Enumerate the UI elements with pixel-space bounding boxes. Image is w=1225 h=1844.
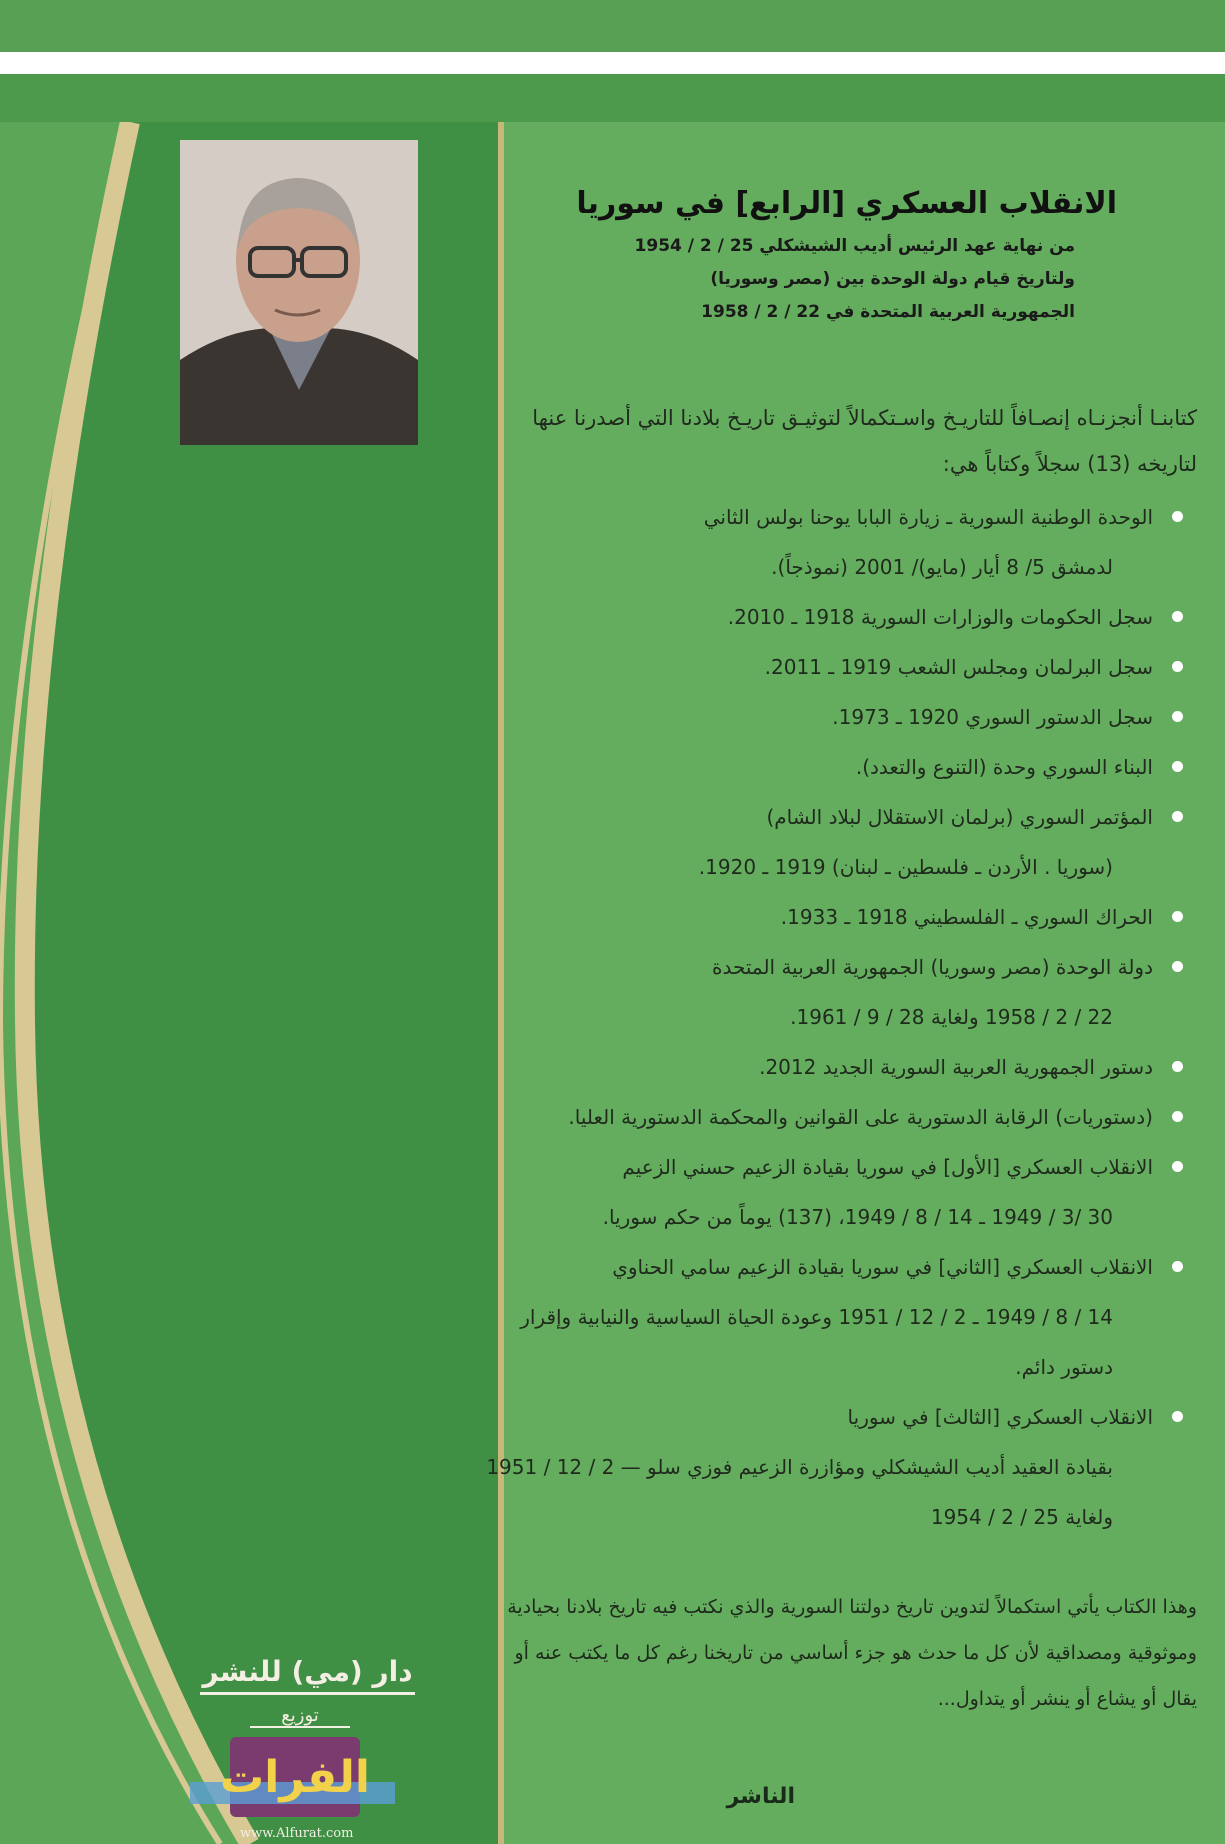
top-band	[0, 0, 1225, 52]
bullet-icon	[1172, 761, 1183, 772]
author-portrait-image	[180, 140, 418, 445]
logo-text: الفرات	[220, 1752, 370, 1803]
bullet-icon	[1172, 611, 1183, 622]
list-item: البناء السوري وحدة (التنوع والتعدد).	[463, 742, 1183, 792]
subtitle-line-1: من نهاية عهد الرئيس أديب الشيشكلي 25 / 2 / 1954	[634, 236, 1075, 256]
distribution-label: توزيع	[250, 1705, 350, 1728]
list-item: الانقلاب العسكري [الثاني] في سوريا بقيادة الزعيم سامي الحناوي 14 / 8 / 1949 ـ 2 / 12 / 1951 وعودة الحياة السياسية والنيابية وإقرار دستور دائم.	[463, 1242, 1183, 1392]
bullet-icon	[1172, 661, 1183, 672]
list-item: الانقلاب العسكري [الأول] في سوريا بقيادة الزعيم حسني الزعيم 30 /3 / 1949 ـ 14 / 8 / 1949، (137) يوماً من حكم سوريا.	[463, 1142, 1183, 1242]
list-item: المؤتمر السوري (برلمان الاستقلال لبلاد الشام) (سوريا . الأردن ـ فلسطين ـ لبنان) 1919 ـ 1920.	[463, 792, 1183, 892]
bullet-icon	[1172, 711, 1183, 722]
bullet-icon	[1172, 1161, 1183, 1172]
bullet-icon	[1172, 1111, 1183, 1122]
book-title: الانقلاب العسكري [الرابع] في سوريا	[576, 186, 1117, 221]
bullet-icon	[1172, 911, 1183, 922]
website-url[interactable]: www.Alfurat.com	[240, 1826, 354, 1841]
publishing-house-name: دار (مي) للنشر	[200, 1655, 415, 1695]
list-item: الحراك السوري ـ الفلسطيني 1918 ـ 1933.	[463, 892, 1183, 942]
subtitle-line-3: الجمهورية العربية المتحدة في 22 / 2 / 1958	[701, 302, 1075, 322]
list-item: سجل البرلمان ومجلس الشعب 1919 ـ 2011.	[463, 642, 1183, 692]
list-item: (دستوريات) الرقابة الدستورية على القوانين والمحكمة الدستورية العليا.	[463, 1092, 1183, 1142]
bullet-icon	[1172, 961, 1183, 972]
bullet-icon	[1172, 1261, 1183, 1272]
white-strip	[0, 52, 1225, 74]
closing-paragraph: وهذا الكتاب يأتي استكمالاً لتدوين تاريخ دولتنا السورية والذي نكتب فيه تاريخ بلادنا بحيادية وموثوقية ومصداقية لأن كل ما حدث هو جزء أساسي من تاريخنا رغم كل ما يكتب عنه أو يقال أو يشاع أو ينشر أو يتداول...	[507, 1596, 1197, 1710]
list-item: دستور الجمهورية العربية السورية الجديد 2012.	[463, 1042, 1183, 1092]
publisher-label: الناشر	[726, 1784, 795, 1809]
intro-paragraph: كتابنـا أنجزنـاه إنصـافاً للتاريـخ واسـتكمالاً لتوثيـق تاريـخ بلادنا التي أصدرنا عنها لتاريخه (13) سجلاً وكتاباً هي:	[532, 406, 1197, 476]
bullet-icon	[1172, 811, 1183, 822]
bullet-icon	[1172, 511, 1183, 522]
header-band	[0, 74, 1225, 122]
list-item: سجل الدستور السوري 1920 ـ 1973.	[463, 692, 1183, 742]
author-photo	[180, 140, 418, 445]
list-item: سجل الحكومات والوزارات السورية 1918 ـ 2010.	[463, 592, 1183, 642]
bullet-icon	[1172, 1061, 1183, 1072]
list-item: دولة الوحدة (مصر وسوريا) الجمهورية العربية المتحدة 22 / 2 / 1958 ولغاية 28 / 9 / 1961.	[463, 942, 1183, 1042]
subtitle-line-2: ولتاريخ قيام دولة الوحدة بين (مصر وسوريا)	[710, 269, 1075, 289]
list-item: الوحدة الوطنية السورية ـ زيارة البابا يوحنا بولس الثاني لدمشق 5/ 8 أيار (مايو)/ 2001 (نموذجاً).	[463, 492, 1183, 592]
list-item: الانقلاب العسكري [الثالث] في سوريا بقيادة العقيد أديب الشيشكلي ومؤازرة الزعيم فوزي سلو — 2 / 12 / 1951 ولغاية 25 / 2 / 1954	[463, 1392, 1183, 1542]
bullet-icon	[1172, 1411, 1183, 1422]
publications-list	[463, 492, 1183, 1542]
alfurat-logo	[190, 1732, 395, 1822]
